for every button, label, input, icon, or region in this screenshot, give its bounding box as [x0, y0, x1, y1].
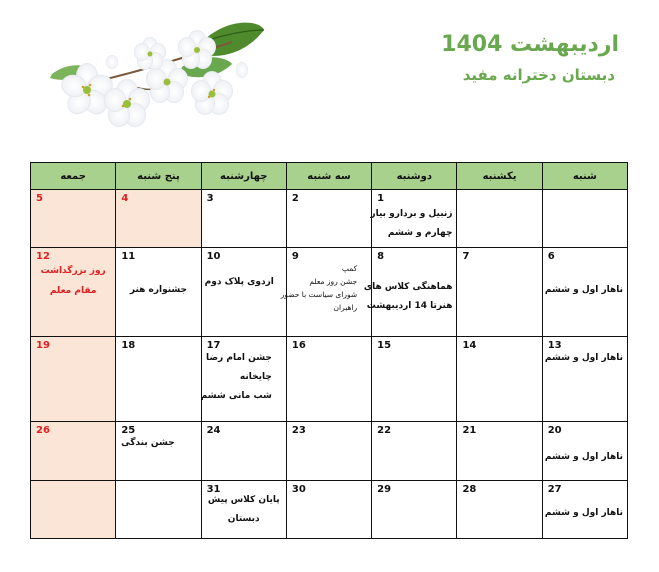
day-cell	[286, 190, 371, 248]
event-text: جشن روز معلم	[309, 277, 358, 286]
day-number: 23	[291, 425, 306, 436]
day-cell	[286, 422, 371, 481]
event-text: چهارم و ششم	[387, 228, 453, 238]
day-number: 11	[121, 251, 136, 262]
day-cell	[201, 481, 286, 539]
day-events	[280, 262, 358, 314]
day-number: 21	[462, 425, 477, 436]
event-text: هنرتا 14 اردیبهشت	[366, 301, 453, 311]
day-number: 15	[377, 340, 392, 351]
day-cell-friday	[31, 337, 116, 422]
day-cell	[286, 481, 371, 539]
weekday-wednesday: چهارشنبه	[201, 163, 286, 190]
day-cell	[116, 337, 201, 422]
day-number: 28	[462, 484, 477, 495]
event-text: هماهنگی کلاس های	[363, 282, 453, 292]
day-cell	[372, 190, 457, 248]
day-events	[544, 504, 623, 523]
day-cell-friday	[31, 190, 116, 248]
event-text: پایان کلاس پیش	[207, 495, 280, 505]
day-cell	[542, 190, 627, 248]
day-cell	[286, 337, 371, 422]
day-cell	[201, 422, 286, 481]
day-cell	[457, 481, 542, 539]
day-cell	[457, 190, 542, 248]
event-text: زنبیل و بردارو بیار	[370, 209, 453, 219]
day-number: 10	[206, 251, 221, 262]
day-events	[544, 448, 623, 467]
event-text: شورای سیاست با حضور	[280, 290, 358, 299]
day-number: 22	[377, 425, 392, 436]
day-number: 29	[377, 484, 392, 495]
day-events	[544, 349, 623, 368]
day-events	[200, 349, 272, 406]
day-number: 14	[462, 340, 477, 351]
day-cell-friday	[31, 481, 116, 539]
event-text: ناهار اول و ششم	[544, 452, 623, 462]
day-number: 4	[121, 193, 129, 204]
day-number: 8	[377, 251, 385, 262]
day-events	[35, 261, 111, 301]
day-number: 3	[206, 193, 214, 204]
day-number: 19	[36, 340, 50, 351]
day-cell	[116, 248, 201, 337]
day-cell	[457, 248, 542, 337]
day-cell-friday	[31, 422, 116, 481]
day-number: 12	[36, 251, 50, 262]
flower-branch-image	[32, 12, 267, 137]
day-events	[120, 281, 196, 300]
event-text: روز بزرگداشت	[40, 266, 106, 276]
school-name: دبستان دخترانه مفید	[462, 66, 615, 84]
event-text: جشنواره هنر	[129, 285, 188, 295]
weekday-friday: جمعه	[31, 163, 116, 190]
day-events	[370, 205, 453, 243]
weekday-tuesday: سه شنبه	[286, 163, 371, 190]
weekday-monday: دوشنبه	[372, 163, 457, 190]
week-row	[31, 190, 628, 248]
weekday-saturday: شنبه	[542, 163, 627, 190]
event-text: ناهار اول و ششم	[544, 285, 623, 295]
day-cell	[542, 481, 627, 539]
day-cell	[457, 422, 542, 481]
day-number: 9	[291, 251, 299, 262]
day-cell	[116, 481, 201, 539]
day-number: 7	[462, 251, 470, 262]
calendar-table	[30, 162, 628, 539]
week-row	[31, 422, 628, 481]
day-number: 16	[291, 340, 306, 351]
week-row	[31, 248, 628, 337]
day-number: 31	[206, 484, 221, 495]
day-number: 30	[291, 484, 306, 495]
day-cell	[280, 248, 371, 337]
day-cell	[542, 337, 627, 422]
event-text: کمپ	[341, 264, 358, 273]
day-cell	[201, 337, 286, 422]
day-number: 2	[291, 193, 299, 204]
event-text: جشن امام رضا	[205, 353, 272, 363]
event-text: دبستان	[227, 514, 260, 524]
day-cell	[201, 248, 286, 337]
day-events	[544, 281, 623, 300]
month-title: اردیبهشت 1404	[441, 32, 619, 57]
day-cell-holiday	[116, 190, 201, 248]
day-number: 17	[206, 340, 221, 351]
day-number: 27	[547, 484, 562, 495]
day-cell	[372, 422, 457, 481]
day-events	[120, 434, 174, 453]
day-events	[363, 278, 453, 316]
day-cell	[363, 248, 457, 337]
event-text: چایخانه	[239, 372, 272, 382]
event-text: اردوی پلاک دوم	[204, 277, 274, 287]
week-row	[31, 481, 628, 539]
day-number: 13	[547, 340, 562, 351]
day-number: 1	[377, 193, 385, 204]
event-text: ناهار اول و ششم	[544, 353, 623, 363]
day-number: 25	[121, 425, 136, 436]
event-text: شب مانی ششم	[200, 391, 272, 401]
day-number: 6	[547, 251, 555, 262]
day-number: 24	[206, 425, 221, 436]
day-cell	[457, 337, 542, 422]
weekday-sunday: یکشنبه	[457, 163, 542, 190]
day-cell	[372, 481, 457, 539]
weekday-thursday: پنج شنبه	[116, 163, 201, 190]
day-cell	[372, 337, 457, 422]
day-number: 5	[36, 193, 43, 204]
day-cell-friday	[31, 248, 116, 337]
day-events	[206, 491, 282, 529]
day-cell	[116, 422, 201, 481]
day-number: 18	[121, 340, 136, 351]
day-number: 20	[547, 425, 562, 436]
event-text: جشن بندگی	[121, 438, 175, 448]
weekday-header-row	[31, 163, 628, 190]
event-text: ناهار اول و ششم	[544, 508, 623, 518]
week-row	[31, 337, 628, 422]
day-cell	[542, 248, 627, 337]
day-number: 26	[36, 425, 50, 436]
day-cell	[542, 422, 627, 481]
event-text: راهبران	[333, 303, 358, 312]
day-cell	[201, 190, 286, 248]
day-events	[206, 273, 274, 292]
event-text: مقام معلم	[49, 286, 97, 296]
